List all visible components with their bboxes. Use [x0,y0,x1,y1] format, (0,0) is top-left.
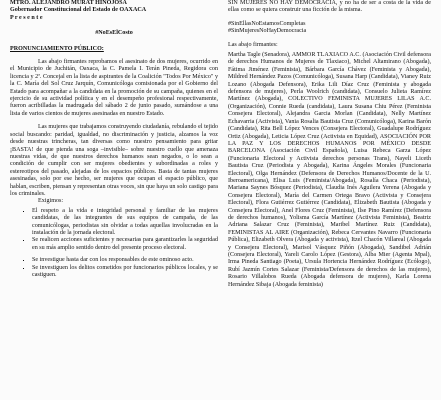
addressee-title: Gobernador Constitucional del Estado de OAXACA [10,7,147,14]
demand-item: ▪ Se realicen acciones suficientes y necesarias para garantizarles la seguridad en su más amplio sentido dentro del presente proceso electoral. [32,237,218,252]
addressee-name: MTRO. ALEJANDRO MURAT HINOJOSA [10,0,127,6]
paragraph-2: Las mujeres que trabajamos construyendo ciudadanía, rebulando el tejido social buscando: paridad, igualdad, no discriminación y justicia, alzamos la voz desde nuestras trincheras, tan diversas como nuestro pensamiento para gritar ¡BASTA! de que pienda una soga –invisible– sobre nuestro cuello que amenaza nuestras vidas, de que nuestros derechos humanos sean negados, o lo sean a condición de cumplir con ser mujeres obedientes y subordinadas a roles y estereotipos del pasado, alejadas de los espacios públicos. Basta de tantas mujeres asesinadas, solo por ese hecho, ser mujeres que ocupan el espacio público, que hablan, escriben, piensan y representan otras voces, sin que haya un solo castigo para los criminales. [10,124,218,197]
signers-list: Martha Tagle (Senadora), AMMOR TLAXIACO A.C. (Asociación Civil defensora de derechos Humanos de Mujeres de Tlaxiaco), Michel Altamirano (Abogada), Fátima Jiménez (Feminista), Bárbara García Chávez (Feminista y Abogada), Mildred Hernández Pazos (Comunicóloga), Susana Harp (Candidata), Vianey Ruiz Lozano (Abogada Defensora), Erika Lili Díaz Cruz (Feminista y abogada defensora de mujeres), Perla Woolrich (candidata), Consuelo Julieta Ramírez Martínez (Abogada), COLECTIVO FEMINISTA MUJERES LILAS A.C. (Organización), Connie Rueda (candidata), Laura Susana Chiu Pérez (Feminista Consejera Electoral), Alejandra Garcia Morlan (Candidata), Nelly Martínez Echavarria (Activista), Vania Rosalia Bautista Cruz (Comunicóloga), Karina Barón (Candidata), Rita Bell López Vences (Consejera Electoral), Guadalupe Rodríguez Ortiz (Abogada), Leticia López Cruz (Activista en Equidad), ASOCIACIÓN POR LA PAZ Y LOS DERECHOS HUMANOS POR MÉXICO DESDE BARCELONA (Asociación Civil Española), Luisa Rebeca Garza López (Funcionaria Electoral y Activista derechos personas Trans), Nayeli Liceth Bautista Cruz (Periodista y Abogada), Karina Ángeles Morales (Funcionaria Electoral), Olga Hernández (Defensora de Derechos Humanos/Docente de la U. Iberoamericana), Elisa Luis (Feminista/Abogada), Rosalía Chaca (Periodista), Mariana Saynes Bósquez (Periodista), Claudia Inés Aguilera Yerena (Abogada y Consejera Electoral), María del Carmen Ortega Bravo (Activista y Consejera Electoral), Flora Gutiérrez Gutiérrez (Candidata), Elizabeth Bautista (Abogada y Consejera Electoral), Anel Flores Cruz (Feminista), Ilse Pino Ramírez (Defensora de derechos humanos), Yolisma García Martínez (Activista Feminista), Beatriz Adriana Salazar Cruz (Feminista), Maribel Martínez Ruiz (Candidata), FEMINISTAS AL AIRE (Organización), Rebeca Cervantes Navarro (Funcionaria Pública), Elizabeth Olvera (Abogada y activista), Itzel Chacón Villareal (Abogada y Consejera Electoral), Marisol Vásquez Piñón (Abogada), Sandibel Adrián (Consejera Electoral), Yareli Carolo López (Gestora), Alba Mier (Agenta Mpal), Irma Pineda Santiago (Poeta), Ursula Hortencia Hernández Rodríguez (Ecólogo), Rubí Jazmín Cortes Salazar (Feminista/Defensora de derechos de las mujeres), Rosario Villalobos Rueda (Abogada defensora de mujeres), Karla Lorena Hernández Sibaja (Abogada feminista) [228,52,431,288]
section-title: PRONUNCIAMIENTO PÚBLICO: [10,45,104,52]
demand-item: ▪ El respeto a la vida e integridad personal y familiar de las mujeres candidatas, de las integrantes de sus equipos de campaña, de las comunicólogas, periodistas sin olvidar a todas aquellas involucradas en la instalación de la jornada electoral. [32,208,218,238]
right-column [228,0,431,289]
demands-list-b [10,257,218,279]
intro-statement: SIN MUJERES NO HAY DEMOCRACIA, y no ha de ser a costa de la vida de ellas como se quiera construir una ficción de la misma. [228,0,431,14]
demands-list-a [10,208,218,252]
demand-item: ▪ Se investigue hasta dar con los responsables de este ominoso acto. [32,257,218,264]
hashtag-item: #SinEllasNoEstamosCompletas [228,20,306,27]
paragraph-1: Las abajo firmantes reprobamos el asesinato de dos mujeres, ocurrido en el Municipio de Juchitán, Oaxaca, la C. Pamela I. Terán Pineda, Regidora con licencia y 2ª. Concejal en la lista de aspirantes de la Coalición "Todos Por México" y la C. María del Sol Cruz Jarquín, Comunicóloga comisionada por el Gobierno del Estado para acompañar a la candidata en la promoción de su campaña, quienes en el ejercicio de su actividad política y en el desempeño profesional respectivamente, fueron acribilladas la madrugada del sábado 2 de junio pasado, sumándose a una lista de varios cientos de mujeres asesinadas en nuestro Estado. [10,59,218,117]
hashtag-list [228,21,431,36]
signers-title: Las abajo firmantes: [228,41,278,48]
addressee-presente: P r e s e n t e [10,14,43,21]
exigimos-label: Exigimos: [38,198,64,205]
demand-item: ▪ Se investiguen los delitos cometidos por funcionarios públicos locales, y se castiguen. [32,265,218,280]
left-column [10,0,218,279]
hashtag-item: #SinMujeresNoHayDemocracia [228,28,307,35]
hashtag-title: #NoEsElCosto [95,30,133,37]
